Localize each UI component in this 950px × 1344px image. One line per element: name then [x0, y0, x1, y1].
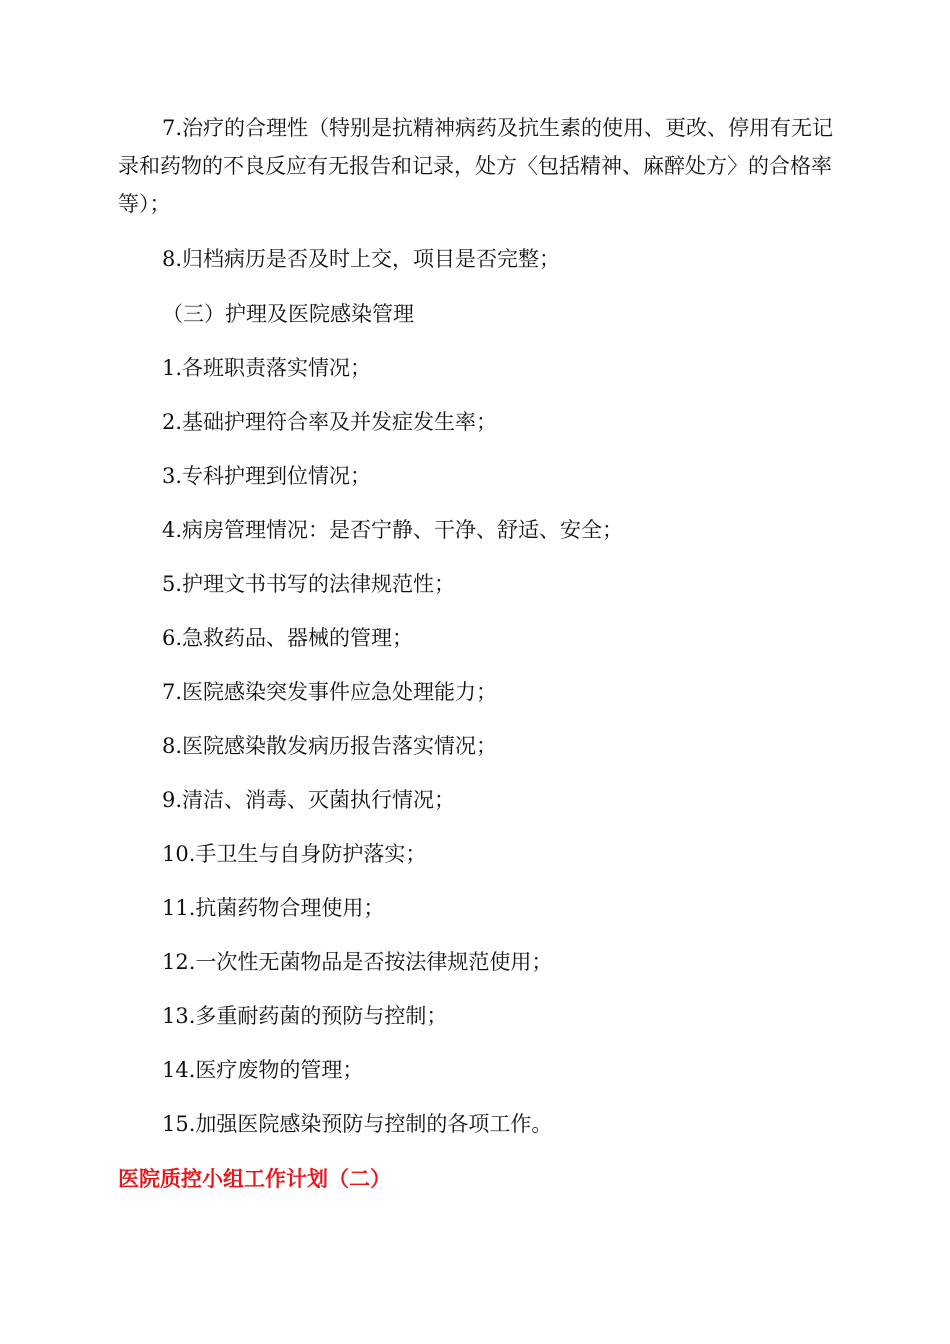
list-item: 8.医院感染散发病历报告落实情况；: [162, 734, 498, 758]
list-item: 3.专科护理到位情况；: [162, 464, 372, 488]
list-item: 2.基础护理符合率及并发症发生率；: [162, 410, 498, 434]
list-item: 9.清洁、消毒、灭菌执行情况；: [162, 788, 456, 812]
list-item: 5.护理文书书写的法律规范性；: [162, 572, 456, 596]
paragraph-item-7-treatment: 7.治疗的合理性（特别是抗精神病药及抗生素的使用、更改、停用有无记录和药物的不良反应有无报告和记录，处方〈包括精神、麻醉处方〉的合格率等）；: [118, 116, 834, 216]
next-section-heading: 医院质控小组工作计划（二）: [118, 1167, 391, 1191]
list-item: 6.急救药品、器械的管理；: [162, 626, 414, 650]
list-item: 12.一次性无菌物品是否按法律规范使用；: [162, 950, 553, 974]
list-item: 10.手卫生与自身防护落实；: [162, 842, 427, 866]
list-item: 14.医疗废物的管理；: [162, 1058, 364, 1082]
list-item: 4.病房管理情况：是否宁静、干净、舒适、安全；: [162, 518, 624, 542]
list-item: 1.各班职责落实情况；: [162, 356, 372, 380]
section-title-nursing: （三）护理及医院感染管理: [162, 302, 414, 326]
list-item: 13.多重耐药菌的预防与控制；: [162, 1004, 448, 1028]
list-item: 15.加强医院感染预防与控制的各项工作。: [162, 1112, 553, 1136]
list-item: 7.医院感染突发事件应急处理能力；: [162, 680, 498, 704]
paragraph-item-8-archive: 8.归档病历是否及时上交，项目是否完整；: [162, 247, 561, 271]
list-item: 11.抗菌药物合理使用；: [162, 896, 385, 920]
